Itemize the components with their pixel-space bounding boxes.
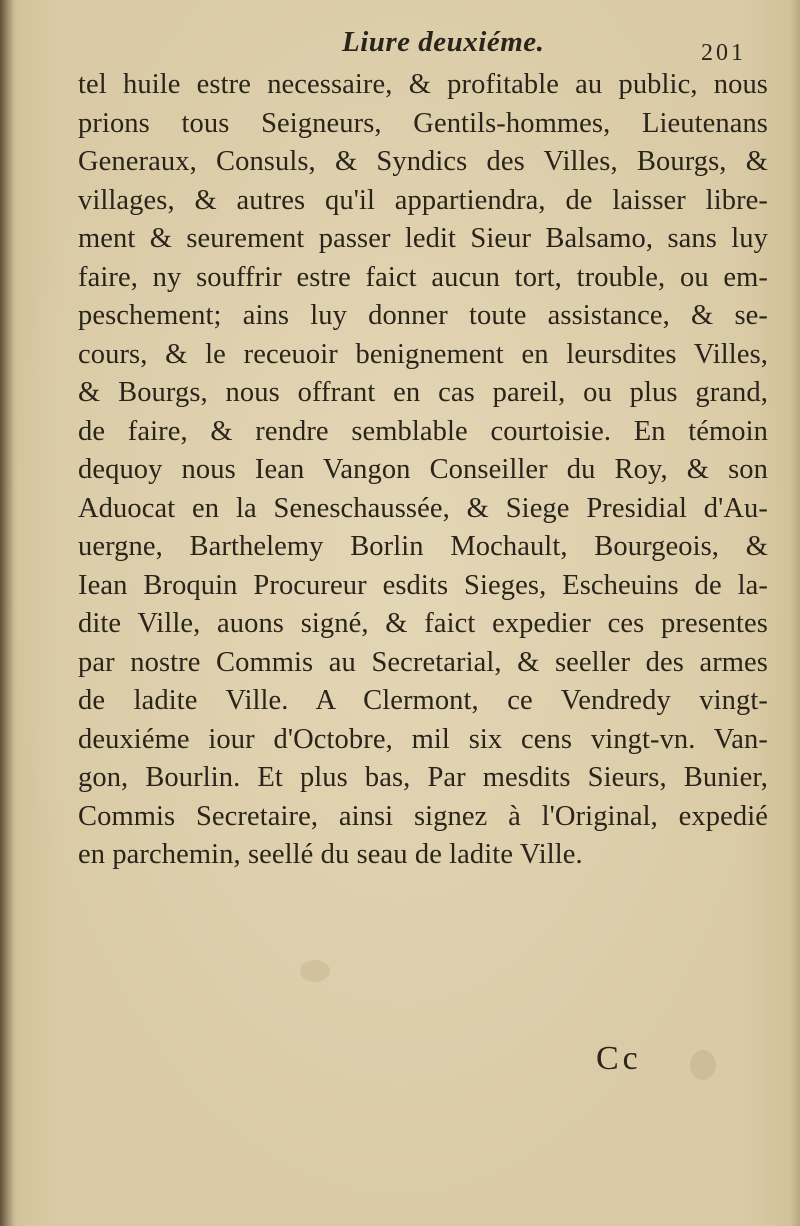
text-line: Aduocat en la Seneschaussée, & Siege Presidial d'Au- (78, 492, 768, 524)
text-line: prions tous Seigneurs, Gentils-hommes, Lieutenans (78, 107, 768, 139)
text-line: villages, & autres qu'il appartiendra, de laisser libre- (78, 184, 768, 216)
text-line: cours, & le receuoir benignement en leursdites Villes, (78, 338, 768, 370)
running-head (0, 26, 800, 66)
paper-stain (300, 960, 330, 982)
text-line: Generaux, Consuls, & Syndics des Villes, Bourgs, & (78, 146, 768, 177)
text-line: de faire, & rendre semblable courtoisie. En témoin (78, 415, 768, 447)
gutter-shadow (0, 0, 14, 1226)
text-line: deuxiéme iour d'Octobre, mil six cens vingt-vn. Van- (78, 723, 768, 755)
text-line: peschement; ains luy donner toute assistance, & se- (78, 300, 768, 331)
body-text (78, 66, 768, 875)
signature-mark: Cc (596, 1040, 642, 1077)
text-line: ment & seurement passer ledit Sieur Balsamo, sans luy (78, 223, 768, 254)
text-line: uergne, Barthelemy Borlin Mochault, Bourgeois, & (78, 531, 768, 562)
text-line: dequoy nous Iean Vangon Conseiller du Roy, & son (78, 454, 768, 485)
text-line: de ladite Ville. A Clermont, ce Vendredy vingt- (78, 685, 768, 716)
page-number: 201 (701, 40, 746, 66)
paper-stain (690, 1050, 716, 1080)
text-line: par nostre Commis au Secretarial, & seeller des armes (78, 646, 768, 678)
text-line: dite Ville, auons signé, & faict expedier ces presentes (78, 608, 768, 639)
text-line: tel huile estre necessaire, & profitable au public, nous (78, 69, 768, 100)
running-title: Liure deuxiéme. (342, 26, 545, 58)
text-line: & Bourgs, nous offrant en cas pareil, ou plus grand, (78, 377, 768, 408)
text-line: faire, ny souffrir estre faict aucun tort, trouble, ou em- (78, 261, 768, 293)
text-line: en parchemin, seellé du seau de ladite Ville. (78, 839, 583, 870)
text-line: Commis Secretaire, ainsi signez à l'Original, expedié (78, 800, 768, 832)
text-line: gon, Bourlin. Et plus bas, Par mesdits Sieurs, Bunier, (78, 762, 768, 793)
text-line: Iean Broquin Procureur esdits Sieges, Escheuins de la- (78, 569, 768, 601)
